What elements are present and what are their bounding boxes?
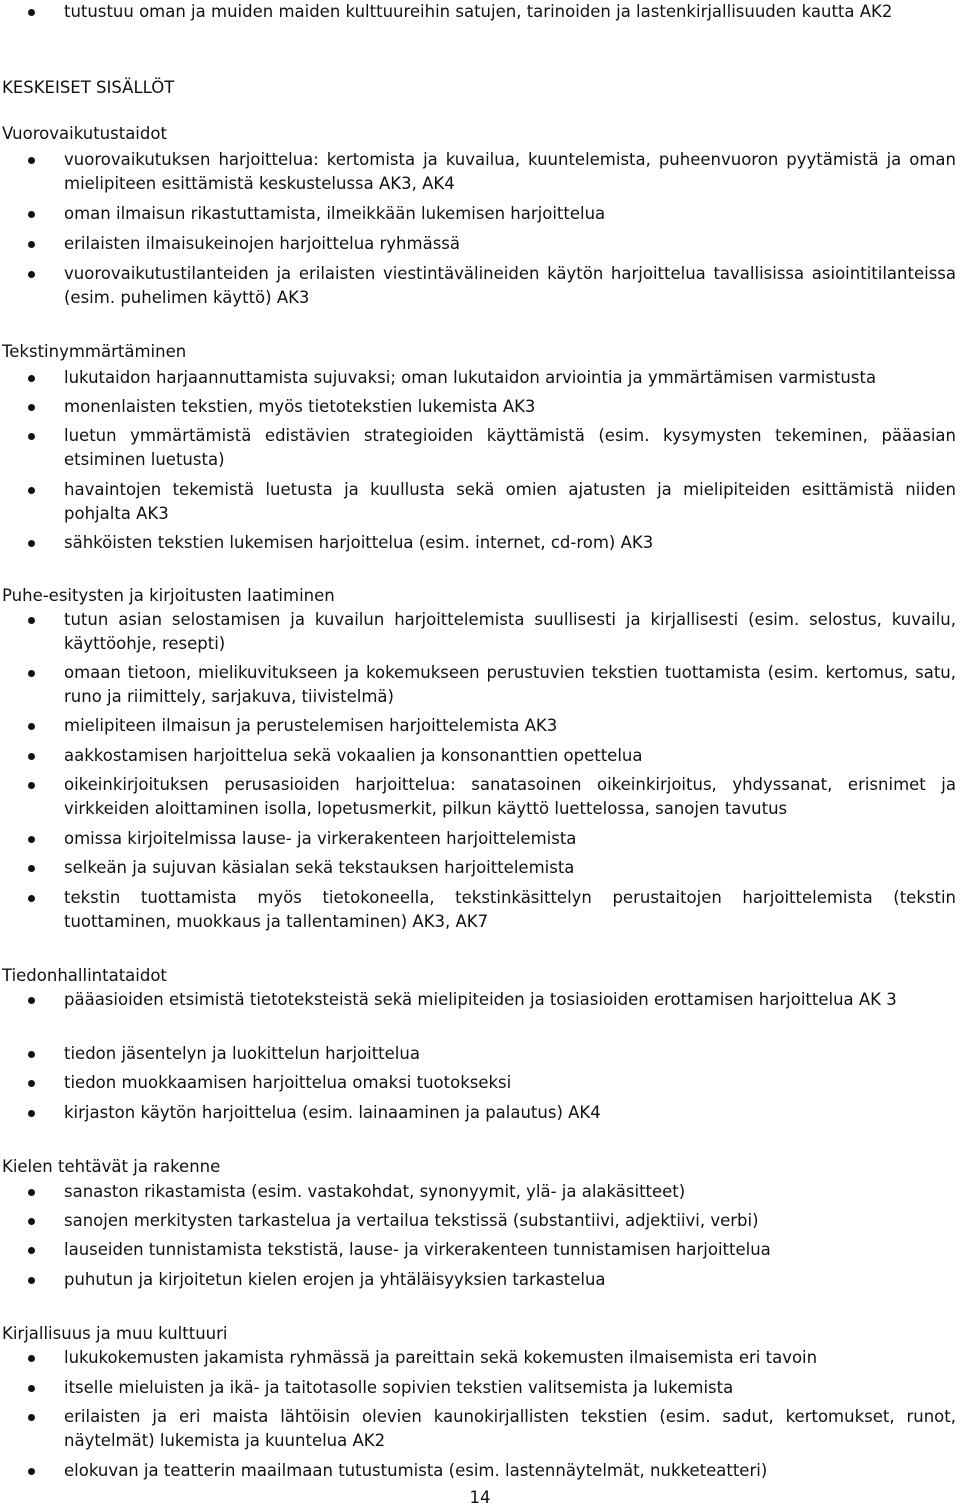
- list-item-text: erilaisten ja eri maista lähtöisin olevien kaunokirjallisten tekstien (esim. sadut, kertomukset, runot, näytelmät) lukemista ja kuuntelua AK2: [64, 1407, 956, 1450]
- bullet-icon: [28, 271, 35, 278]
- section-heading: Tiedonhallintataidot: [2, 966, 167, 985]
- bullet-icon: [28, 753, 35, 760]
- list-item-text: puhutun ja kirjoitetun kielen erojen ja yhtäläisyyksien tarkastelua: [64, 1270, 606, 1289]
- bullet-icon: [28, 433, 35, 440]
- bullet-icon: [28, 895, 35, 902]
- bullet-icon: [28, 1110, 35, 1117]
- bullet-icon: [28, 670, 35, 677]
- section-title: KESKEISET SISÄLLÖT: [2, 78, 175, 97]
- list-item-text: vuorovaikutuksen harjoittelua: kertomista ja kuvailua, kuuntelemista, puheenvuoron pyytämistä ja oman mielipiteen esittämistä keskustelussa AK3, AK4: [64, 150, 956, 193]
- bullet-icon: [28, 1218, 35, 1225]
- list-item-text: lukukokemusten jakamista ryhmässä ja pareittain sekä kokemusten ilmaisemista eri tavoin: [64, 1348, 818, 1367]
- list-item-text: lukutaidon harjaannuttamista sujuvaksi; oman lukutaidon arviointia ja ymmärtämisen varmistusta: [64, 368, 877, 387]
- bullet-icon: [28, 997, 35, 1004]
- list-item-text: oikeinkirjoituksen perusasioiden harjoittelua: sanatasoinen oikeinkirjoitus, yhdyssanat, erisnimet ja virkkeiden aloittaminen isolla, lopetusmerkit, pilkun käyttö luettelossa, sanojen tavutus: [64, 775, 956, 818]
- list-item-text: sähköisten tekstien lukemisen harjoittelua (esim. internet, cd-rom) AK3: [64, 533, 654, 552]
- bullet-icon: [28, 1277, 35, 1284]
- list-item-text: kirjaston käytön harjoittelua (esim. lainaaminen ja palautus) AK4: [64, 1103, 601, 1122]
- list-item-text: mielipiteen ilmaisun ja perustelemisen harjoittelemista AK3: [64, 716, 558, 735]
- list-item-text: sanaston rikastamista (esim. vastakohdat, synonyymit, ylä- ja alakäsitteet): [64, 1182, 686, 1201]
- list-item-text: lauseiden tunnistamista tekstistä, lause- ja virkerakenteen tunnistamisen harjoittelua: [64, 1240, 771, 1259]
- bullet-icon: [28, 487, 35, 494]
- bullet-icon: [28, 1247, 35, 1254]
- bullet-icon: [28, 241, 35, 248]
- bullet-icon: [28, 1051, 35, 1058]
- list-item-text: pääasioiden etsimistä tietoteksteistä sekä mielipiteiden ja tosiasioiden erottamisen harjoittelua AK 3: [64, 990, 897, 1009]
- list-item-text: tiedon jäsentelyn ja luokittelun harjoittelua: [64, 1044, 420, 1063]
- list-item-text: oman ilmaisun rikastuttamista, ilmeikkään lukemisen harjoittelua: [64, 204, 606, 223]
- list-item-text: tekstin tuottamista myös tietokoneella, tekstinkäsittelyn perustaitojen harjoittelemista (tekstin tuottaminen, muokkaus ja tallentaminen) AK3, AK7: [64, 888, 956, 931]
- bullet-icon: [28, 617, 35, 624]
- list-item-text: monenlaisten tekstien, myös tietotekstien lukemista AK3: [64, 397, 536, 416]
- bullet-icon: [28, 1414, 35, 1421]
- section-heading: Kirjallisuus ja muu kulttuuri: [2, 1324, 228, 1343]
- bullet-icon: [28, 782, 35, 789]
- page-number: 14: [469, 1488, 491, 1507]
- bullet-icon: [28, 1385, 35, 1392]
- list-item-text: omaan tietoon, mielikuvitukseen ja kokemukseen perustuvien tekstien tuottamista (esim. kertomus, satu, runo ja riimittely, sarjakuva, tiivistelmä): [64, 663, 956, 706]
- list-item-text: vuorovaikutustilanteiden ja erilaisten viestintävälineiden käytön harjoittelua tavallisissa asiointitilanteissa (esim. puhelimen käyttö) AK3: [64, 264, 956, 307]
- list-item-text: tiedon muokkaamisen harjoittelua omaksi tuotokseksi: [64, 1073, 512, 1092]
- section-heading: Puhe-esitysten ja kirjoitusten laatiminen: [2, 586, 335, 605]
- list-item-text: erilaisten ilmaisukeinojen harjoittelua ryhmässä: [64, 234, 460, 253]
- bullet-icon: [28, 375, 35, 382]
- list-item-text: elokuvan ja teatterin maailmaan tutustumista (esim. lastennäytelmät, nukketeatteri): [64, 1461, 768, 1480]
- bullet-icon: [28, 1468, 35, 1475]
- list-item-text: tutun asian selostamisen ja kuvailun harjoittelemista suullisesti ja kirjallisesti (esim. selostus, kuvailu, käyttöohje, resepti): [64, 610, 956, 653]
- list-item-text: luetun ymmärtämistä edistävien strategioiden käyttämistä (esim. kysymysten tekeminen, pääasian etsiminen luetusta): [64, 426, 956, 469]
- bullet-icon: [28, 540, 35, 547]
- list-item-text: tutustuu oman ja muiden maiden kulttuureihin satujen, tarinoiden ja lastenkirjallisuuden kautta AK2: [64, 2, 893, 21]
- list-item-text: selkeän ja sujuvan käsialan sekä tekstauksen harjoittelemista: [64, 858, 575, 877]
- bullet-icon: [28, 836, 35, 843]
- bullet-icon: [28, 157, 35, 164]
- bullet-icon: [28, 1189, 35, 1196]
- bullet-icon: [28, 1080, 35, 1087]
- bullet-icon: [28, 723, 35, 730]
- list-item-text: omissa kirjoitelmissa lause- ja virkerakenteen harjoittelemista: [64, 829, 577, 848]
- list-item-text: itselle mieluisten ja ikä- ja taitotasolle sopivien tekstien valitsemista ja lukemista: [64, 1378, 734, 1397]
- list-item-text: havaintojen tekemistä luetusta ja kuullusta sekä omien ajatusten ja mielipiteiden esittämistä niiden pohjalta AK3: [64, 480, 956, 523]
- bullet-icon: [28, 1355, 35, 1362]
- section-heading: Kielen tehtävät ja rakenne: [2, 1157, 221, 1176]
- list-item-text: aakkostamisen harjoittelua sekä vokaalien ja konsonanttien opettelua: [64, 746, 643, 765]
- bullet-icon: [28, 404, 35, 411]
- bullet-icon: [28, 211, 35, 218]
- section-heading: Vuorovaikutustaidot: [2, 124, 167, 143]
- list-item-text: sanojen merkitysten tarkastelua ja vertailua tekstissä (substantiivi, adjektiivi, verbi): [64, 1211, 759, 1230]
- bullet-icon: [28, 9, 35, 16]
- bullet-icon: [28, 865, 35, 872]
- section-heading: Tekstinymmärtäminen: [2, 342, 187, 361]
